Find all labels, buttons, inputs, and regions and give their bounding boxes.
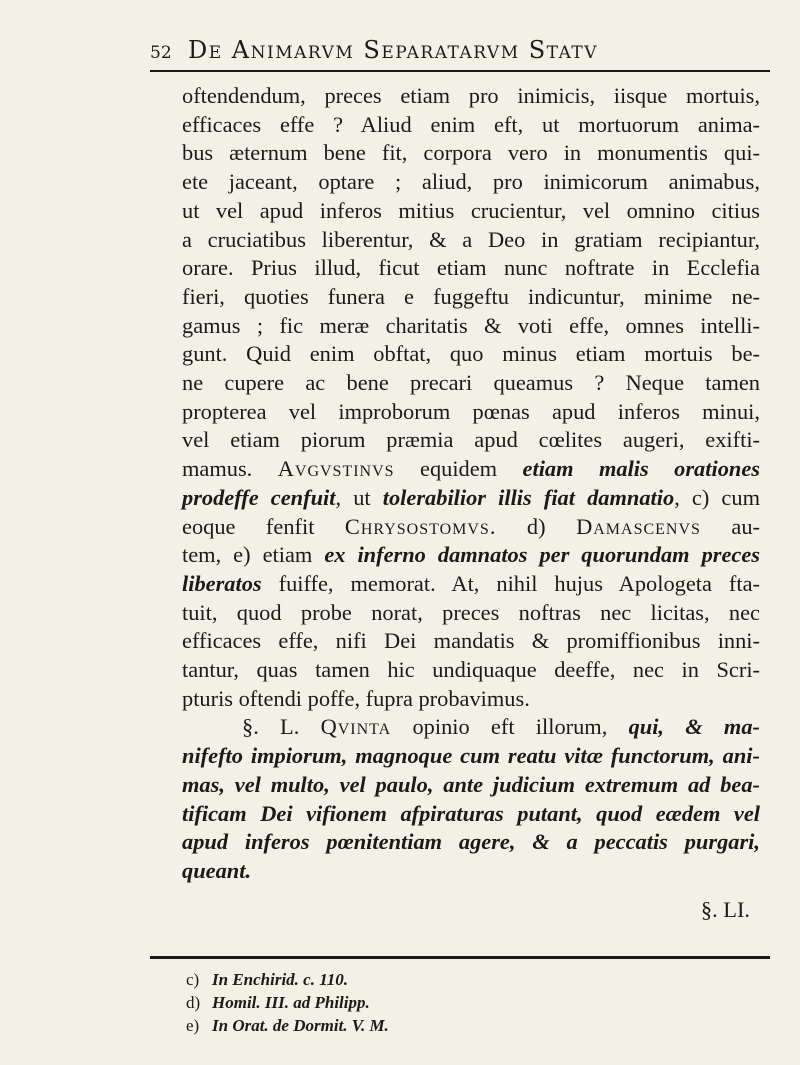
footnote-c xyxy=(186,968,746,991)
text-line: bus æternum bene fit, corpora vero in monumentis qui- xyxy=(182,140,760,166)
section-heading-line xyxy=(182,713,760,742)
text-line-prodesse xyxy=(182,484,760,513)
text-line: ne cupere ac bene precari queamus ? Neque tamen xyxy=(182,370,760,396)
text-line: orare. Prius illud, ficut etiam nunc noftrate in Ecclefia xyxy=(182,255,760,281)
italic-line: nifefto impiorum, magnoque cum reatu vitæ functorum, ani- xyxy=(182,743,760,769)
italic-line: apud inferos pœnitentiam agere, & a peccatis purgari, xyxy=(182,829,760,855)
footnote-text: In Orat. de Dormit. V. M. xyxy=(212,1016,389,1035)
text-line: gamus ; fic meræ charitatis & voti effe, omnes intelli- xyxy=(182,312,760,338)
text-line: ete jaceant, optare ; aliud, pro inimicorum animabus, xyxy=(182,169,760,195)
text-line: tantur, quas tamen hic undiquaque deeffe, nec in Scri- xyxy=(182,657,760,683)
author-name-augustinus: Avgvstinvs xyxy=(277,456,395,482)
text-line-liberatos xyxy=(182,570,760,599)
text-fragment: eoque fenfit xyxy=(182,513,315,539)
running-head: De Animarvm Separatarvm Statv xyxy=(188,36,599,64)
text-line: efficaces effe, nifi Dei mandatis & promiffionibus inni- xyxy=(182,628,760,654)
text-line-chrysostomus xyxy=(182,513,760,542)
section-mark: §. L. xyxy=(242,714,300,740)
text-line: ut vel apud inferos mitius crucientur, vel omnino citius xyxy=(182,197,760,223)
page-number: 52 xyxy=(150,43,172,63)
text-line: fieri, quoties funera e fuggeftu indicuntur, minime ne- xyxy=(182,283,760,309)
text-line: tuit, quod probe norat, preces noftras nec licitas, nec xyxy=(182,599,760,625)
italic-quote: liberatos xyxy=(182,570,262,596)
italic-line: tificam Dei vifionem afpiraturas putant, quod eædem vel xyxy=(182,800,760,826)
italic-line: queant. xyxy=(182,857,252,883)
section-keyword: Qvinta xyxy=(320,714,392,740)
footnote-label: e) xyxy=(186,1016,200,1035)
footnote-e xyxy=(186,1014,746,1037)
footnote-text: Homil. III. ad Philipp. xyxy=(212,993,370,1012)
italic-quote: etiam malis orationes xyxy=(522,456,760,482)
footnotes xyxy=(186,968,746,1037)
footnote-rule xyxy=(150,956,770,959)
italic-quote: tolerabilior illis fiat damnatio xyxy=(382,484,675,510)
footnote-d xyxy=(186,991,746,1014)
text-fragment: equidem xyxy=(420,456,498,482)
text-line-augustinus xyxy=(182,455,760,484)
catchword: §. LI. xyxy=(700,896,750,922)
text-fragment: d) xyxy=(526,513,546,539)
footnote-label: c) xyxy=(186,970,200,989)
footnote-text: In Enchirid. c. 110. xyxy=(212,970,349,989)
text-fragment: , c) cum xyxy=(674,484,760,510)
author-name-chrysostomus: Chrysostomvs. xyxy=(344,513,497,539)
text-line: efficaces effe ? Aliud enim eft, ut mortuorum anima- xyxy=(182,111,760,137)
text-line: gunt. Quid enim obftat, quo minus etiam mortuis be- xyxy=(182,341,760,367)
footnote-label: d) xyxy=(186,993,201,1012)
italic-line: mas, vel multo, vel paulo, ante judicium extremum ad bea- xyxy=(182,771,760,797)
text-fragment: au- xyxy=(731,513,760,539)
text-line-tem xyxy=(182,541,760,570)
main-text xyxy=(182,82,760,924)
text-fragment: tem, e) etiam xyxy=(182,542,313,568)
text-line: propterea vel improborum pœnas apud inferos minui, xyxy=(182,398,760,424)
text-line: oftendendum, preces etiam pro inimicis, iisque mortuis, xyxy=(182,83,760,108)
text-fragment: mamus. xyxy=(182,456,253,482)
author-name-damascenus: Damascenvs xyxy=(576,513,701,539)
text-line: a cruciatibus liberentur, & a Deo in gratiam recipiantur, xyxy=(182,226,760,252)
text-line: pturis oftendi poffe, fupra probavimus. xyxy=(182,685,530,711)
header-rule xyxy=(150,70,770,72)
italic-quote: qui, & ma- xyxy=(628,714,760,740)
text-line: vel etiam piorum præmia apud cœlites augeri, exifti- xyxy=(182,427,760,453)
text-fragment: opinio eft illorum, xyxy=(412,714,608,740)
italic-quote: prodeffe cenfuit xyxy=(182,484,336,510)
text-fragment: fuiffe, memorat. At, nihil hujus Apologeta fta- xyxy=(278,570,760,596)
text-fragment: , ut xyxy=(335,484,371,510)
italic-quote: ex inferno damnatos per quorundam preces xyxy=(324,542,761,568)
page-header xyxy=(150,36,760,70)
